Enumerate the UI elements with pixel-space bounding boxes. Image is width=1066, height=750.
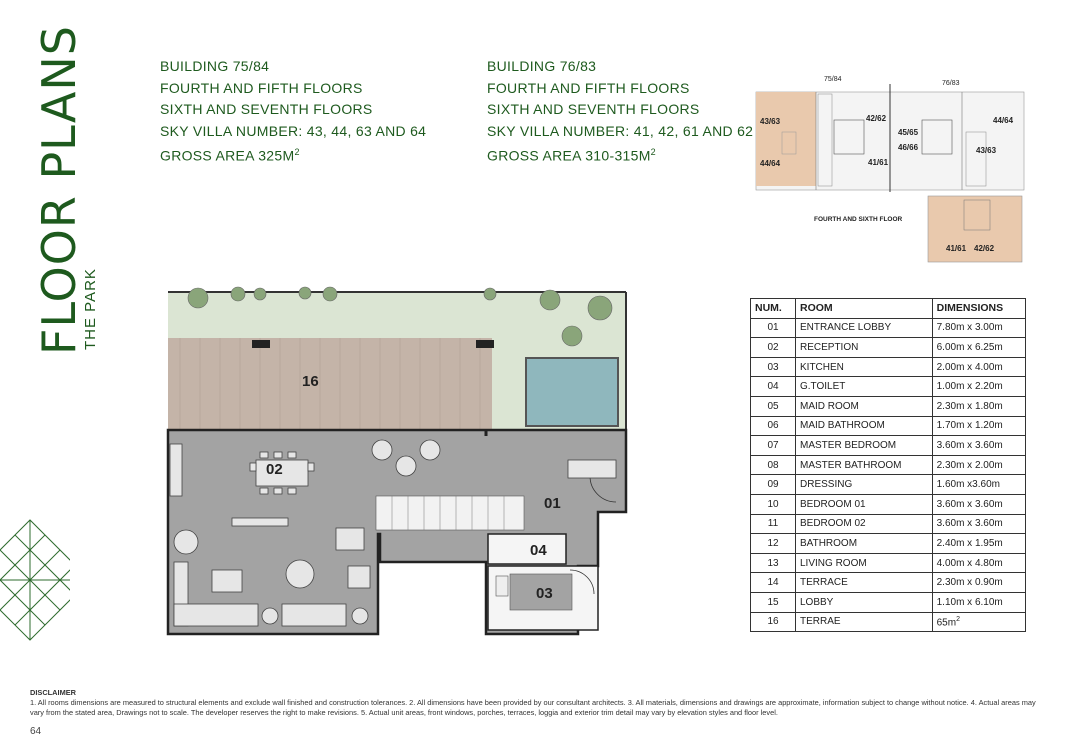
building-area: GROSS AREA $310-315M^2$ [487, 147, 656, 164]
room-dimensions: 2.30m x 0.90m [932, 573, 1025, 593]
key-plan-caption: FOURTH AND SIXTH FLOOR [814, 216, 903, 223]
room-number: 08 [751, 455, 796, 475]
rooms-table-body [751, 318, 1026, 632]
key-plan-label-right: 76/83 [942, 80, 960, 87]
page-subtitle: THE PARK [82, 268, 99, 350]
building-name: BUILDING 75/84 [160, 58, 270, 74]
terrace-area [168, 338, 492, 430]
key-plan-label-left: 75/84 [824, 76, 842, 83]
room-name: RECEPTION [796, 338, 933, 358]
building-floors-2: SIXTH AND SEVENTH FLOORS [487, 101, 700, 117]
room-name: BEDROOM 02 [796, 514, 933, 534]
column-header: NUM. [751, 299, 796, 319]
table-row [751, 534, 1026, 554]
key-plan-unit: 45/65 [898, 128, 919, 137]
key-plan-unit: 43/63 [760, 117, 781, 126]
room-number: 06 [751, 416, 796, 436]
key-plan-unit: 41/61 [946, 244, 967, 253]
room-dimensions: $65m^2$ [932, 612, 1025, 632]
room-name: G.TOILET [796, 377, 933, 397]
building-floors-1: FOURTH AND FIFTH FLOORS [487, 79, 690, 96]
disclaimer-text: 1. All rooms dimensions are measured to structural elements and exclude wall finished and construction tolerances. 2. All dimensions have been provided by our consultant architects. 3. All materials, dimensions and drawings are approximate, information subject to change without notice. 4. Actual areas may vary from the stated area, Drawings not to scale. The developer reserves the right to make revisions. 5. Actual unit areas, front windows, porches, terraces, loggia and exterior trim detail may vary by elevation styles and floor level. [30, 698, 1036, 717]
table-row [751, 357, 1026, 377]
room-dimensions: 1.00m x 2.20m [932, 377, 1025, 397]
room-dimensions: 2.00m x 4.00m [932, 357, 1025, 377]
room-name: DRESSING [796, 475, 933, 495]
building-name: BUILDING 76/83 [487, 58, 597, 74]
page-title-block [32, 25, 99, 360]
room-name: TERRAE [796, 612, 933, 632]
table-row [751, 514, 1026, 534]
room-number: 05 [751, 396, 796, 416]
table-row [751, 416, 1026, 436]
pool [526, 358, 618, 426]
room-number: 14 [751, 573, 796, 593]
room-label: 04 [530, 542, 547, 559]
room-number: 16 [751, 612, 796, 632]
table-row [751, 436, 1026, 456]
room-number: 01 [751, 318, 796, 338]
building-villas: SKY VILLA NUMBER: 41, 42, 61 AND 62 [487, 122, 754, 139]
room-number: 02 [751, 338, 796, 358]
room-name: MAID BATHROOM [796, 416, 933, 436]
table-row [751, 338, 1026, 358]
room-label: 02 [266, 461, 283, 478]
room-name: BATHROOM [796, 534, 933, 554]
room-name: LOBBY [796, 592, 933, 612]
room-name: MASTER BEDROOM [796, 436, 933, 456]
room-name: TERRACE [796, 573, 933, 593]
room-name: LIVING ROOM [796, 553, 933, 573]
building-floors-1: FOURTH AND FIFTH FLOORS [160, 79, 363, 96]
key-plan-unit: 43/63 [976, 146, 997, 155]
key-plan-unit: 41/61 [868, 158, 889, 167]
room-name: BEDROOM 01 [796, 494, 933, 514]
room-name: MASTER BATHROOM [796, 455, 933, 475]
room-number: 15 [751, 592, 796, 612]
key-plan-unit: 46/66 [898, 143, 919, 152]
room-number: 11 [751, 514, 796, 534]
table-header-row [751, 299, 1026, 319]
table-row [751, 396, 1026, 416]
toilet-room [488, 534, 566, 564]
key-plan [752, 72, 1034, 267]
room-dimensions: 1.10m x 6.10m [932, 592, 1025, 612]
column-header: DIMENSIONS [932, 299, 1025, 319]
room-number: 04 [751, 377, 796, 397]
key-plan-unit-highlight [756, 92, 816, 186]
rooms-table [750, 298, 1026, 632]
page-number: 64 [30, 726, 42, 737]
room-name: KITCHEN [796, 357, 933, 377]
floor-plan [160, 270, 640, 640]
table-row [751, 475, 1026, 495]
room-dimensions: 2.30m x 1.80m [932, 396, 1025, 416]
room-label: 03 [536, 585, 553, 602]
room-dimensions: 2.40m x 1.95m [932, 534, 1025, 554]
room-dimensions: 6.00m x 6.25m [932, 338, 1025, 358]
room-number: 03 [751, 357, 796, 377]
room-number: 09 [751, 475, 796, 495]
room-number: 10 [751, 494, 796, 514]
room-dimensions: 3.60m x 3.60m [932, 436, 1025, 456]
table-row [751, 455, 1026, 475]
room-dimensions: 4.00m x 4.80m [932, 553, 1025, 573]
room-label: 01 [544, 495, 561, 512]
room-number: 07 [751, 436, 796, 456]
key-plan-unit: 42/62 [866, 114, 887, 123]
room-dimensions: 7.80m x 3.00m [932, 318, 1025, 338]
disclaimer [30, 688, 1040, 718]
room-label: 16 [302, 373, 319, 390]
table-row [751, 612, 1026, 632]
stairs [376, 496, 524, 530]
table-row [751, 592, 1026, 612]
table-row [751, 573, 1026, 593]
building-info-2 [487, 56, 753, 167]
room-dimensions: 2.30m x 2.00m [932, 455, 1025, 475]
building-villas: SKY VILLA NUMBER: 43, 44, 63 AND 64 [160, 122, 427, 139]
room-name: ENTRANCE LOBBY [796, 318, 933, 338]
room-dimensions: 3.60m x 3.60m [932, 494, 1025, 514]
room-number: 12 [751, 534, 796, 554]
building-floors-2: SIXTH AND SEVENTH FLOORS [160, 101, 373, 117]
page-title: FLOOR PLANS [32, 25, 86, 355]
room-name: MAID ROOM [796, 396, 933, 416]
room-dimensions: 3.60m x 3.60m [932, 514, 1025, 534]
building-info-1 [160, 56, 426, 167]
table-row [751, 553, 1026, 573]
leaf-logo [0, 505, 70, 655]
key-plan-unit: 44/64 [993, 116, 1014, 125]
disclaimer-heading: DISCLAIMER [30, 688, 76, 697]
table-row [751, 494, 1026, 514]
table-row [751, 318, 1026, 338]
key-plan-unit: 44/64 [760, 159, 781, 168]
room-number: 13 [751, 553, 796, 573]
room-dimensions: 1.60m x3.60m [932, 475, 1025, 495]
column-header: ROOM [796, 299, 933, 319]
building-area: GROSS AREA $325M^2$ [160, 147, 300, 164]
table-row [751, 377, 1026, 397]
key-plan-unit: 42/62 [974, 244, 995, 253]
room-dimensions: 1.70m x 1.20m [932, 416, 1025, 436]
